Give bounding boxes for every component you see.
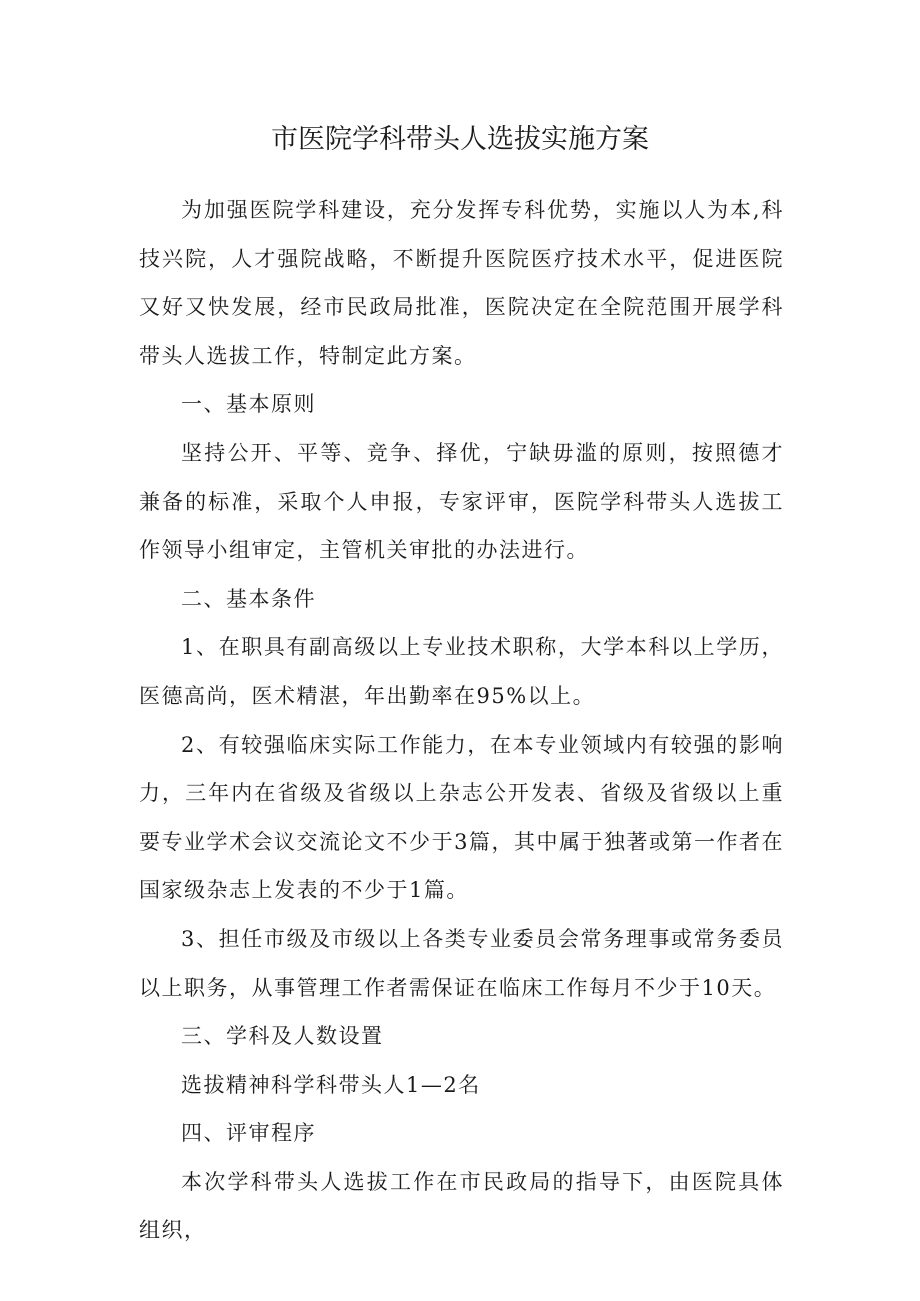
- disciplines-paragraph: 选拔精神科学科带头人1—2名: [181, 1072, 481, 1097]
- condition-item-2: 2、有较强临床实际工作能力，在本专业领域内有较强的影响力，三年内在省级及省级以上杂志公开发表、省级及省级以上重要专业学术会议交流论文不少于3篇，其中属于独著或第一作者在国家级杂志上发表的不少于1篇。: [139, 732, 784, 903]
- review-paragraph: 本次学科带头人选拔工作在市民政局的指导下，由医院具体组织，: [139, 1169, 784, 1243]
- document-body: [139, 186, 784, 1255]
- section-heading-principles: 一、基本原则: [181, 392, 316, 417]
- intro-paragraph: 为加强医院学科建设，充分发挥专科优势，实施以人为本,科技兴院，人才强院战略，不断提升医院医疗技术水平，促进医院又好又快发展，经市民政局批准，医院决定在全院范围开展学科带头人选拔工作，特制定此方案。: [139, 198, 784, 368]
- condition-item-3: 3、担任市级及市级以上各类专业委员会常务理事或常务委员以上职务，从事管理工作者需保证在临床工作每月不少于10天。: [139, 926, 784, 1000]
- principles-paragraph: 坚持公开、平等、竞争、择优，宁缺毋滥的原则，按照德才兼备的标准，采取个人申报，专家评审，医院学科带头人选拔工作领导小组审定，主管机关审批的办法进行。: [139, 440, 784, 563]
- document-title: 市医院学科带头人选拔实施方案: [271, 124, 649, 155]
- section-heading-disciplines: 三、学科及人数设置: [181, 1024, 384, 1049]
- section-heading-review: 四、评审程序: [181, 1121, 316, 1146]
- condition-item-1: 1、在职具有副高级以上专业技术职称，大学本科以上学历，医德高尚，医术精湛，年出勤率在95%以上。: [139, 635, 784, 708]
- section-heading-conditions: 二、基本条件: [181, 586, 316, 611]
